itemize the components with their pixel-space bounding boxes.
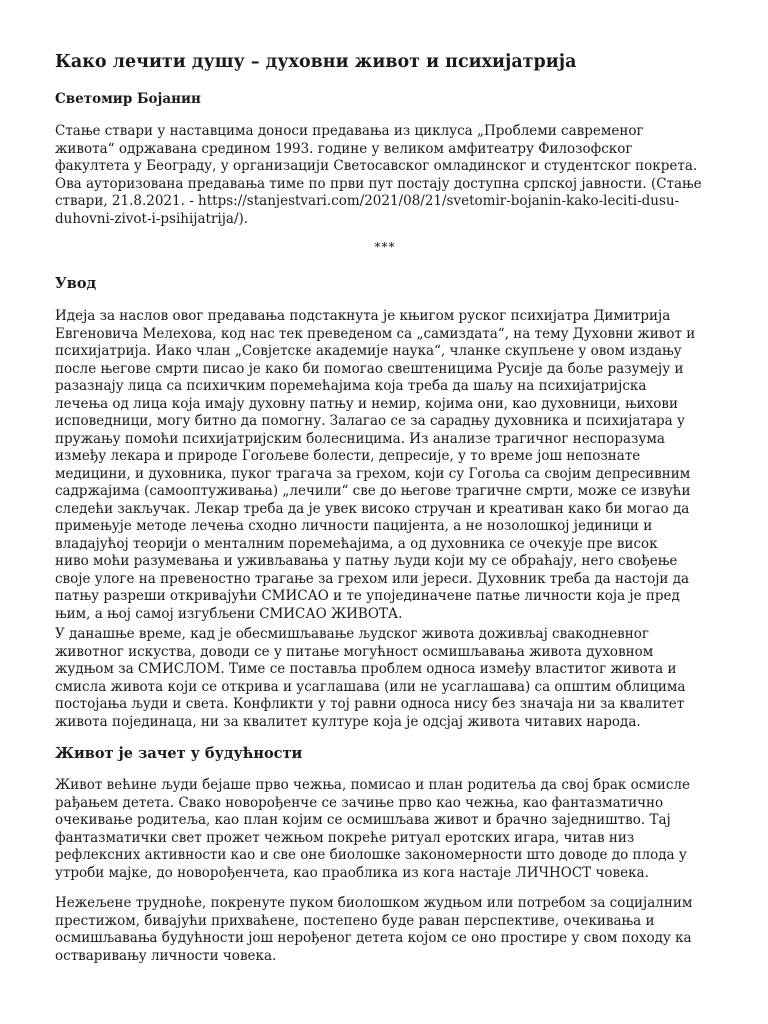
- text-line: примењује методе лечења сходно личности пацијента, а не нозолошкој јединици и: [55, 518, 653, 534]
- text-line: Ова ауторизована предавања тиме по први пут постају доступна српској јавности. (Стање: [55, 175, 702, 192]
- text-line: Стање ствари у наставцима доноси предавања из циклуса „Проблеми савременог: [55, 123, 644, 139]
- text-line: њим, а њој самој изгубљени СМИСАО ЖИВОТА.: [55, 605, 403, 622]
- text-line: Живот већине људи бејаше прво чежња, помисао и план родитеља да свој брак осмисле: [55, 777, 690, 793]
- text-line: рефлексних активности као и све оне биолошке закономерности што доводе до плода у: [55, 847, 687, 863]
- text-line: престижом, бивајући прихваћене, постепено буде раван перспективе, очекивања и: [55, 912, 655, 929]
- body-paragraph: [55, 895, 715, 965]
- text-line: duhovni-zivot-i-psihijatrija/).: [55, 210, 249, 227]
- author-name: Светомир Бојанин: [55, 91, 201, 107]
- text-line: следећи закључак. Лекар треба да је увек високо стручан и креативан како би могао да: [55, 500, 690, 517]
- text-line: фантазматички свет прожет чежњом покреће ритуал еротских игара, читав низ: [55, 829, 635, 846]
- section-heading-intro: Увод: [55, 275, 97, 292]
- document-title: Како лечити душу – духовни живот и психијатрија: [55, 52, 577, 72]
- text-line: психијатрија. Иако члан „Совјетске академије наука“, чланке скупљене у овом издању: [55, 343, 682, 359]
- text-line: ниво моћи разумевања и уживљавања у патњу људи који му се обраћају, него свођење: [55, 553, 678, 569]
- text-line: постојања људи и света. Конфликти у тој равни односа нису без значаја ни за квалитет: [55, 696, 685, 712]
- text-line: утроби мајке, до новорођенчета, као праоблика из кога настаје ЛИЧНОСТ човека.: [55, 864, 649, 881]
- text-line: остваривању личности човека.: [55, 947, 277, 964]
- text-line: патњу разреши откривајући СМИСАО и те упојединачене патње личности која је пред: [55, 588, 680, 604]
- text-line: рађањем детета. Свако новорођенче се зачиње прво као чежња, као фантазматично: [55, 794, 664, 811]
- text-line: исповедници, могу битно да помогну. Залагао се за сарадњу духовника и психијатара у: [55, 413, 685, 429]
- text-line: У данашње време, кад је обесмишљавање људског живота доживљај свакодневног: [55, 626, 649, 642]
- body-paragraph: [55, 626, 715, 731]
- text-line: животног искуства, доводи се у питање могућност осмишљавања живота духовном: [55, 643, 654, 660]
- section-separator: ***: [374, 240, 396, 254]
- text-line: између лекара и природе Гогољеве болести, депресије, у то време још непознате: [55, 448, 641, 464]
- text-line: осмишљавања будућности још нерођеног детета којом се оно простире у свом походу ка: [55, 930, 692, 946]
- text-line: очекивање родитеља, као план којим се осмишљава живот и брачно заједништво. Тај: [55, 812, 671, 828]
- text-line: владајућој теорији о менталним поремећајима, а од духовника се очекује пре висок: [55, 535, 658, 552]
- text-line: Нежељене трудноће, покренуте пуком биолошком жудњом или потребом за социјалним: [55, 895, 693, 911]
- text-line: живота појединаца, ни за квалитет културе која је одсјај живота читавих народа.: [55, 713, 641, 730]
- text-line: жудњом за СМИСЛОМ. Тиме се поставља проблем односа између властитог живота и: [55, 661, 677, 677]
- section-heading-life: Живот је зачет у будућности: [55, 745, 303, 762]
- text-line: лечења од лица која имају духовну патњу и немир, којима они, као духовници, њихови: [55, 395, 679, 412]
- text-line: садржајима (самооптуживања) „лечили“ све до његове трагичне смрти, може се извући: [55, 483, 691, 499]
- body-paragraph: [55, 308, 715, 623]
- text-line: смисла живота који се открива и усаглашава (или не усаглашава) са општим облицима: [55, 678, 686, 695]
- text-line: факултета у Београду, у организацији Светосавског омладинског и студентског покрета.: [55, 158, 698, 174]
- text-line: Идеја за наслов овог предавања подстакнута је књигом руског психијатра Димитрија: [55, 308, 671, 324]
- text-line: живота“ одржавана средином 1993. године у великом амфитеатру Филозофског: [55, 140, 633, 157]
- text-line: после његове смрти писао је како би помогао свештеницима Русије да боље разумеју и: [55, 360, 684, 377]
- text-line: Евгеновича Мелехова, код нас тек преведеном са „самиздата“, на тему Духовни живот и: [55, 325, 696, 342]
- text-line: разазнају лица са психичким поремећајима која треба да шаљу на психијатријска: [55, 378, 647, 394]
- text-line: пружању помоћи психијатријским болесницима. Из анализе трагичног неспоразума: [55, 430, 665, 447]
- body-paragraph: [55, 777, 715, 882]
- intro-paragraph: [55, 123, 715, 228]
- text-line: медицини, и духовника, пуког трагача за грехом, који су Гогоља са својим депресивним: [55, 465, 691, 482]
- text-line: своје улоге на превеностно трагање за грехом или јереси. Духовник треба да настоји да: [55, 570, 690, 587]
- text-line: ствари, 21.8.2021. - https://stanjestvari.com/2021/08/21/svetomir-bojanin-kako-leciti-dusu-: [55, 193, 680, 209]
